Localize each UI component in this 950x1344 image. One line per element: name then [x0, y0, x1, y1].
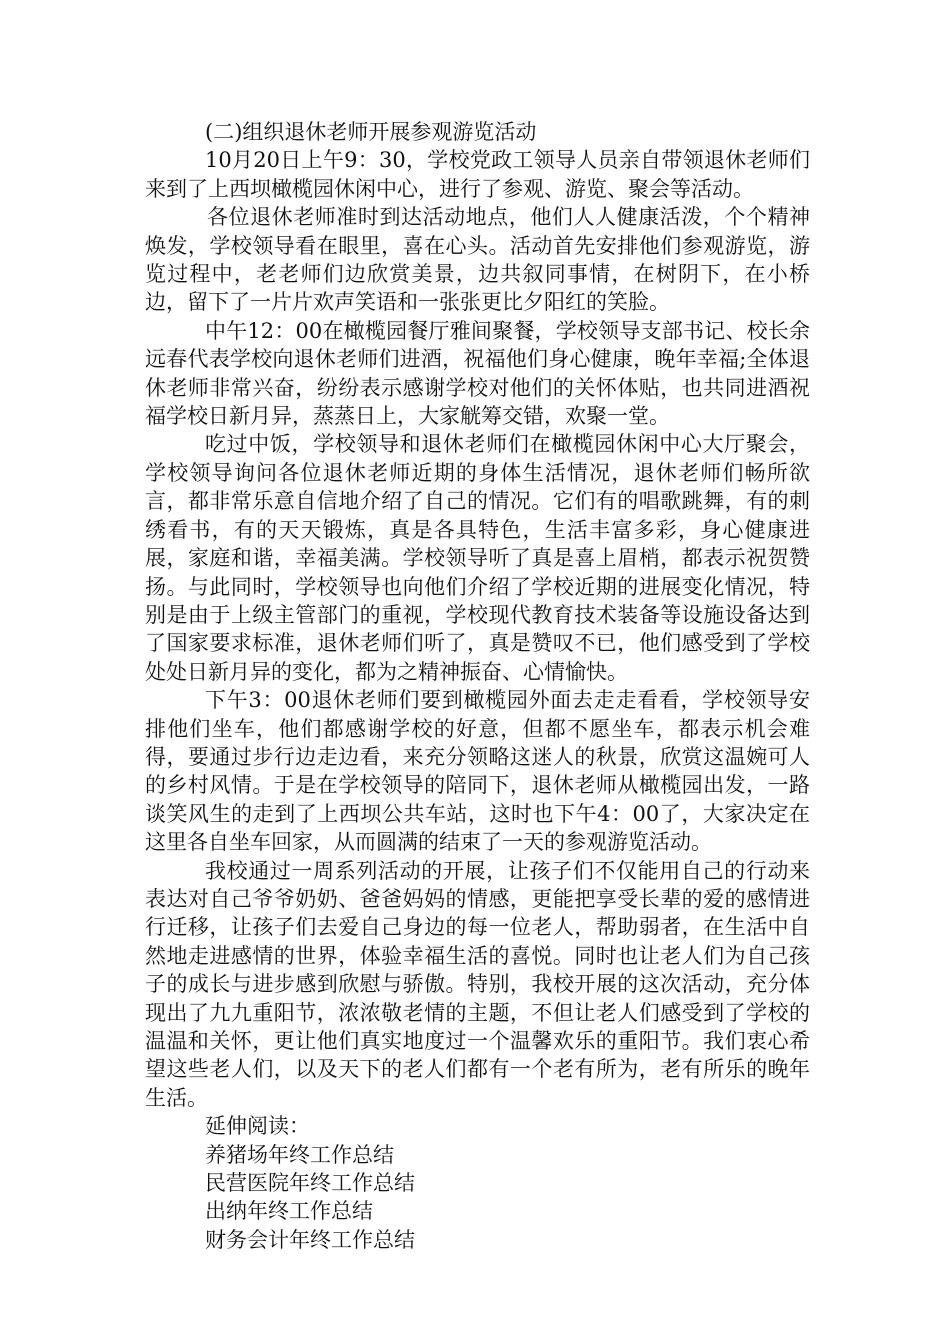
list-item: [205, 1169, 810, 1197]
list-item: [205, 1197, 810, 1225]
paragraph-lunch: 中午12：00在橄榄园餐厅雅间聚餐，学校领导支部书记、校长余远春代表学校向退休老师们进酒，祝福他们身心健康，晚年幸福;全体退休老师非常兴奋，纷纷表示感谢学校对他们的关怀体贴，也共同进酒祝福学校日新月异，蒸蒸日上，大家觥筹交错，欢聚一堂。: [145, 318, 810, 429]
paragraph-summary: 我校通过一周系列活动的开展，让孩子们不仅能用自己的行动来表达对自己爷爷奶奶、爸爸妈妈的情感，更能把享受长辈的爱的感情进行迁移，让孩子们去爱自己身边的每一位老人，帮助弱者，在生活中自然地走进感情的世界，体验幸福生活的喜悦。同时也让老人们为自己孩子的成长与进步感到欣慰与骄傲。特别，我校开展的这次活动，充分体现出了九九重阳节，浓浓敬老情的主题，不但让老人们感受到了学校的温温和关怀，更让他们真实地度过一个温馨欢乐的重阳节。我们衷心希望这些老人们，以及天下的老人们都有一个老有所为，老有所乐的晚年生活。: [145, 858, 810, 1110]
paragraph-sightseeing: 各位退休老师准时到达活动地点，他们人人健康活泼，个个精神焕发，学校领导看在眼里，喜在心头。活动首先安排他们参观游览，游览过程中，老老师们边欣赏美景，边共叙同事情，在树阴下，在小桥边，留下了一片片欢声笑语和一张张更比夕阳红的笑脸。: [145, 205, 810, 315]
further-reading-title: 延伸阅读：: [205, 1114, 310, 1139]
list-item: [205, 1141, 810, 1169]
list-item: [205, 1226, 810, 1254]
further-reading-link-cashier[interactable]: 出纳年终工作总结: [205, 1199, 373, 1224]
section-heading: (二)组织退休老师开展参观游览活动: [205, 120, 537, 144]
paragraph-afternoon-walk: 下午3：00退休老师们要到橄榄园外面去走走看看，学校领导安排他们坐车，他们都感谢学校的好意，但都不愿坐车，都表示机会难得，要通过步行边走边看，来充分领略这迷人的秋景，欣赏这温婉可人的乡村风情。于是在学校领导的陪同下，退休老师从橄榄园出发，一路谈笑风生的走到了上西坝公共车站，这时也下午4：00了，大家决定在这里各自坐车回家，从而圆满的结束了一天的参观游览活动。: [145, 688, 810, 855]
further-reading-link-accounting[interactable]: 财务会计年终工作总结: [205, 1227, 415, 1252]
further-reading-link-pig-farm[interactable]: 养猪场年终工作总结: [205, 1142, 394, 1167]
paragraph-arrival: 10月20日上午9：30，学校党政工领导人员亲自带领退休老师们来到了上西坝橄榄园休闲中心，进行了参观、游览、聚会等活动。: [145, 148, 810, 201]
further-reading-link-private-hospital[interactable]: 民营医院年终工作总结: [205, 1171, 415, 1196]
paragraph-gathering: 吃过中饭，学校领导和退休老师们在橄榄园休闲中心大厅聚会，学校领导询问各位退休老师近期的身体生活情况，退休老师们畅所欲言，都非常乐意自信地介绍了自己的情况。它们有的唱歌跳舞，有的刺绣看书，有的天天锻炼，真是各具特色，生活丰富多彩，身心健康进展，家庭和谐，幸福美满。学校领导听了真是喜上眉梢，都表示祝贺赞扬。与此同时，学校领导也向他们介绍了学校近期的进展变化情况，特别是由于上级主管部门的重视，学校现代教育技术装备等设施设备达到了国家要求标准，退休老师们听了，真是赞叹不已，他们感受到了学校处处日新月异的变化，都为之精神振奋、心情愉快。: [145, 432, 810, 684]
document-page: [145, 118, 810, 1254]
further-reading-list: [145, 1141, 810, 1255]
